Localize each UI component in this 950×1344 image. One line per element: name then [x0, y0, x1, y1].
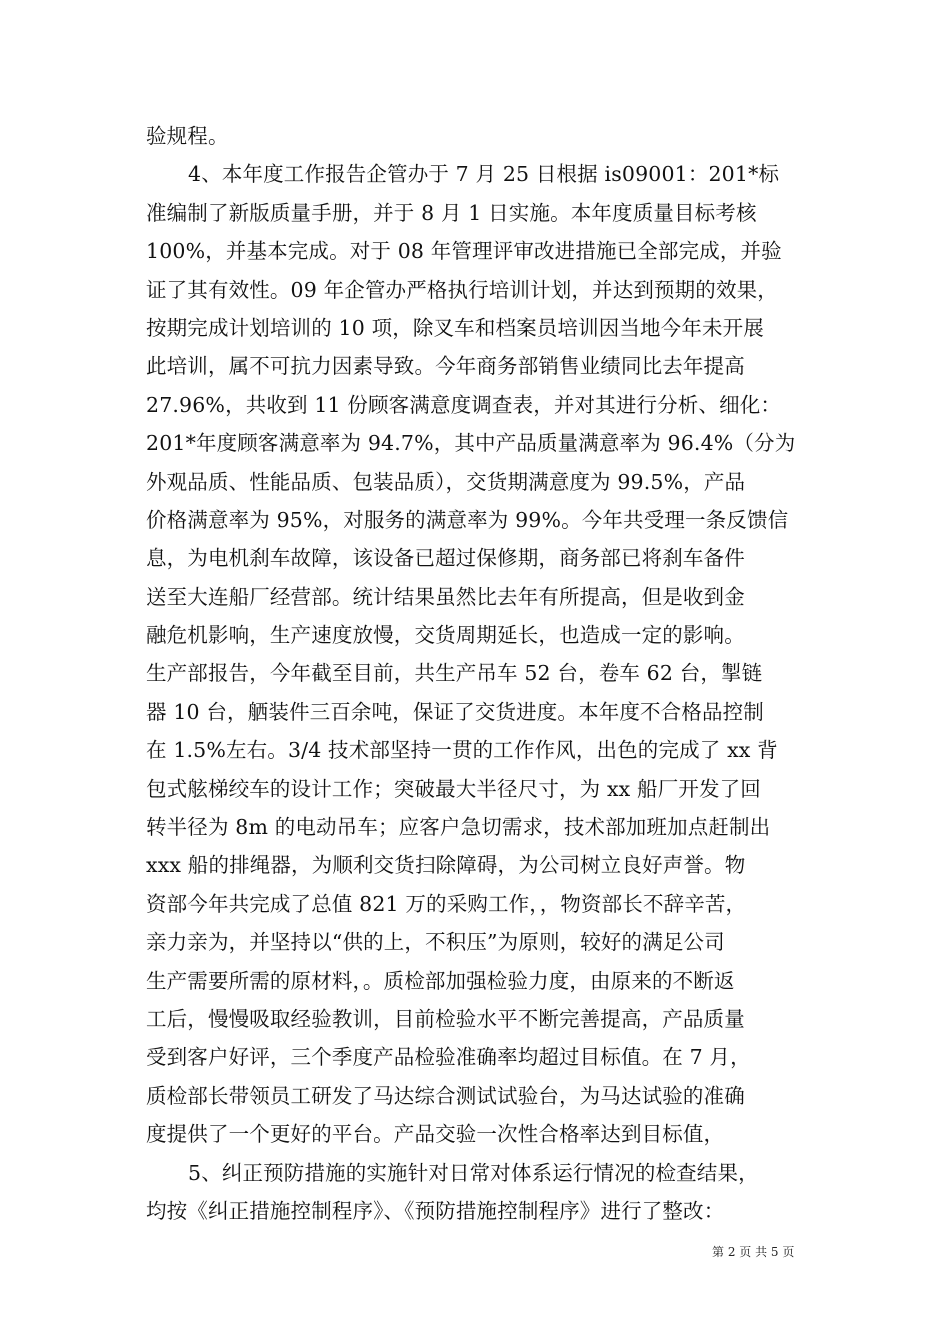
paragraph-4-start: 4、本年度工作报告企管办于 7 月 25 日根据 is09001：201*标	[188, 162, 780, 187]
text-line: 亲力亲为，并坚持以“供的上，不积压”为原则，较好的满足公司	[146, 930, 725, 955]
text-line: 准编制了新版质量手册，并于 8 月 1 日实施。本年度质量目标考核	[146, 200, 757, 225]
text-line: 生产部报告，今年截至目前，共生产吊车 52 台，卷车 62 台，掣链	[146, 661, 763, 686]
text-line: 均按《纠正措施控制程序》、《预防措施控制程序》进行了整改：	[146, 1198, 725, 1223]
text-line: 转半径为 8m 的电动吊车；应客户急切需求，技术部加班加点赶制出	[146, 815, 771, 840]
text-line: 按期完成计划培训的 10 项，除叉车和档案员培训因当地今年未开展	[146, 315, 764, 340]
body-text	[146, 117, 808, 1230]
text-line: 在 1.5%左右。3/4 技术部坚持一贯的工作作风，出色的完成了 xx 背	[146, 738, 778, 763]
text-line: xxx 船的排绳器，为顺利交货扫除障碍，为公司树立良好声誉。物	[146, 853, 746, 878]
text-line: 27.96%，共收到 11 份顾客满意度调查表，并对其进行分析、细化：	[146, 392, 782, 417]
text-line: 此培训，属不可抗力因素导致。今年商务部销售业绩同比去年提高	[146, 354, 745, 379]
paragraph-5-start: 5、纠正预防措施的实施针对日常对体系运行情况的检查结果，	[188, 1160, 759, 1185]
text-line: 工后，慢慢吸取经验教训，目前检验水平不断完善提高，产品质量	[146, 1006, 745, 1031]
text-line: 融危机影响，生产速度放慢，交货周期延长，也造成一定的影响。	[146, 623, 745, 648]
page-number-footer: 第 2 页 共 5 页	[712, 1245, 795, 1259]
text-line: 201*年度顾客满意率为 94.7%，其中产品质量满意率为 96.4%（分为	[146, 431, 796, 456]
text-line: 外观品质、性能品质、包装品质），交货期满意度为 99.5%，产品	[146, 469, 746, 494]
text-line: 受到客户好评，三个季度产品检验准确率均超过目标值。在 7 月，	[146, 1045, 751, 1070]
text-line: 资部今年共完成了总值 821 万的采购工作，，物资部长不辞辛苦，	[146, 891, 747, 916]
text-line: 100%，并基本完成。对于 08 年管理评审改进措施已全部完成，并验	[146, 239, 782, 264]
text-line: 价格满意率为 95%，对服务的满意率为 99%。今年共受理一条反馈信	[146, 507, 789, 532]
text-line: 验规程。	[146, 124, 229, 148]
text-line: 证了其有效性。09 年企管办严格执行培训计划，并达到预期的效果，	[146, 277, 778, 302]
text-line: 送至大连船厂经营部。统计结果虽然比去年有所提高，但是收到金	[146, 584, 745, 609]
text-line: 息，为电机刹车故障，该设备已超过保修期，商务部已将刹车备件	[146, 546, 745, 571]
text-line: 生产需要所需的原材料，。质检部加强检验力度，由原来的不断返	[146, 968, 735, 993]
text-line: 器 10 台，舾装件三百余吨，保证了交货进度。本年度不合格品控制	[146, 699, 764, 724]
text-line: 包式舷梯绞车的设计工作；突破最大半径尺寸，为 xx 船厂开发了回	[146, 776, 761, 801]
text-line: 度提供了一个更好的平台。产品交验一次性合格率达到目标值，	[146, 1122, 725, 1147]
text-line: 质检部长带领员工研发了马达综合测试试验台，为马达试验的准确	[146, 1083, 745, 1108]
